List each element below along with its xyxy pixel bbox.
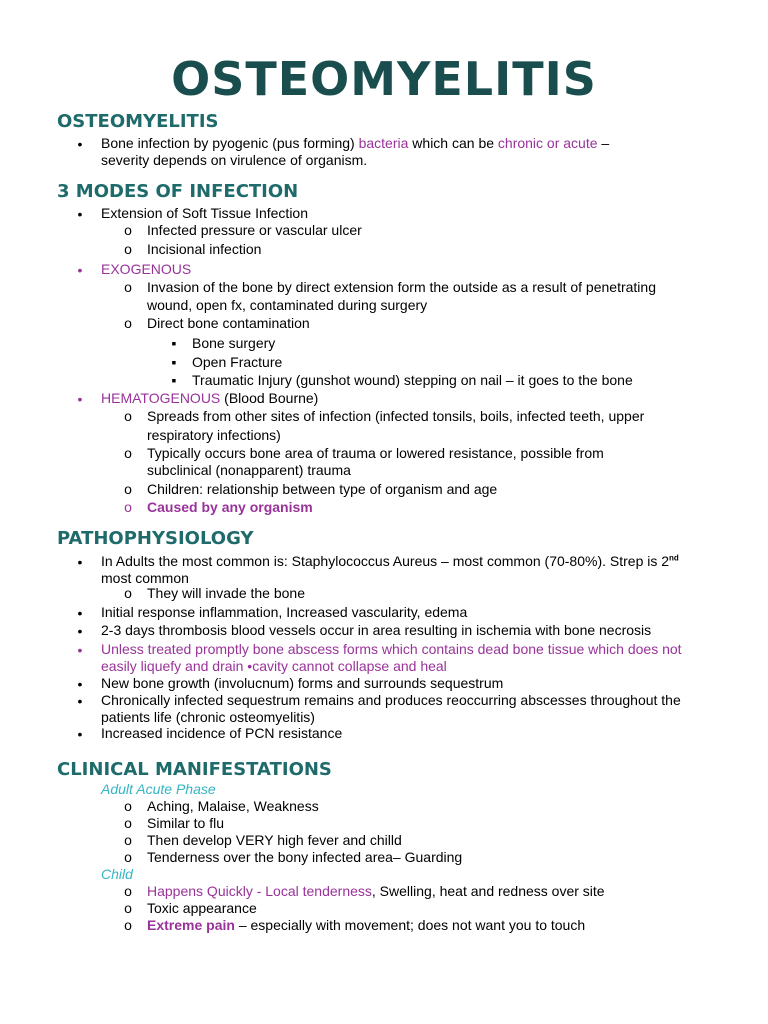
extreme-pain-highlight: Extreme pain xyxy=(147,917,235,933)
patho-point-5: New bone growth (involucnum) forms and surrounds sequestrum xyxy=(101,675,504,691)
child-label: Child xyxy=(101,866,133,882)
bullet-circle: o xyxy=(124,222,132,238)
contamination-item: Open Fracture xyxy=(192,354,283,370)
child-symptom-1 xyxy=(147,883,605,900)
page-title: OSTEOMYELITIS xyxy=(171,52,597,106)
section-heading-clinical: CLINICAL MANIFESTATIONS xyxy=(57,759,332,780)
bullet-dot: • xyxy=(77,391,83,407)
bullet-circle: o xyxy=(124,900,132,916)
adult-phase-label: Adult Acute Phase xyxy=(101,781,216,797)
patho-point-6-line-2: patients life (chronic osteomyelitis) xyxy=(101,709,315,725)
bullet-dot: • xyxy=(77,642,83,658)
exogenous-sub-2: Direct bone contamination xyxy=(147,315,310,331)
child-symptom-2: Toxic appearance xyxy=(147,900,257,916)
bullet-square: ▪ xyxy=(171,354,177,370)
exogenous-sub-1-line-2: wound, open fx, contaminated during surgery xyxy=(147,297,428,313)
bullet-dot: • xyxy=(77,262,83,278)
section-heading-modes: 3 MODES OF INFECTION xyxy=(57,181,299,202)
bullet-circle: o xyxy=(124,445,132,461)
child-symptom-3 xyxy=(147,917,585,934)
mode-exogenous: EXOGENOUS xyxy=(101,261,192,277)
bullet-dot: • xyxy=(77,554,83,570)
definition-line-2: severity depends on virulence of organism. xyxy=(101,152,368,168)
bullet-circle: o xyxy=(124,481,132,497)
definition-text-1: Bone infection by pyogenic (pus forming) xyxy=(101,135,359,151)
bullet-circle: o xyxy=(124,832,132,848)
child-symptom-3-text: – especially with movement; does not want you to touch xyxy=(234,917,586,933)
bullet-square: ▪ xyxy=(171,335,177,351)
bullet-dot: • xyxy=(77,206,83,222)
bullet-dot: • xyxy=(77,623,83,639)
bullet-circle: o xyxy=(124,917,132,933)
bullet-circle: o xyxy=(124,798,132,814)
adult-symptom: Aching, Malaise, Weakness xyxy=(147,798,319,814)
hematogenous-sub-3: Children: relationship between type of organism and age xyxy=(147,481,498,497)
contamination-item: Bone surgery xyxy=(192,335,276,351)
adult-symptom: Tenderness over the bony infected area– Guarding xyxy=(147,849,463,865)
child-symptom-1-text: , Swelling, heat and redness over site xyxy=(371,883,605,899)
definition-line-1 xyxy=(101,135,609,152)
ordinal-suffix: nd xyxy=(669,553,679,563)
bullet-dot: • xyxy=(77,693,83,709)
bullet-circle: o xyxy=(124,408,132,424)
definition-text-3: – xyxy=(597,135,610,151)
bullet-dot: • xyxy=(77,676,83,692)
patho-point-1-text: In Adults the most common is: Staphylococcus Aureus – most common (70-80%). Strep is 2 xyxy=(101,553,670,569)
hematogenous-sub-4: Caused by any organism xyxy=(147,499,313,515)
patho-point-4-line-1: Unless treated promptly bone abscess forms which contains dead bone tissue which does not xyxy=(101,641,682,657)
bullet-dot: • xyxy=(77,726,83,742)
contamination-item: Traumatic Injury (gunshot wound) stepping on nail – it goes to the bone xyxy=(192,372,633,388)
hematogenous-note: (Blood Bourne) xyxy=(220,390,319,406)
patho-point-1-line-2: most common xyxy=(101,570,189,586)
patho-point-2: Initial response inflammation, Increased vascularity, edema xyxy=(101,604,468,620)
bullet-circle: o xyxy=(124,499,132,515)
patho-point-1-sub: They will invade the bone xyxy=(147,585,305,601)
hematogenous-sub-1-line-2: respiratory infections) xyxy=(147,427,281,443)
bullet-square: ▪ xyxy=(171,372,177,388)
bullet-circle: o xyxy=(124,883,132,899)
hematogenous-sub-2-line-2: subclinical (nonapparent) trauma xyxy=(147,462,351,478)
bacteria-highlight: bacteria xyxy=(358,135,409,151)
patho-point-4-line-2: easily liquefy and drain •cavity cannot collapse and heal xyxy=(101,658,447,674)
bullet-dot: • xyxy=(77,605,83,621)
chronic-acute-highlight: chronic or acute xyxy=(497,135,598,151)
patho-point-1-line-1 xyxy=(101,553,679,570)
hematogenous-label: HEMATOGENOUS xyxy=(101,390,221,406)
exogenous-sub-1-line-1: Invasion of the bone by direct extension form the outside as a result of penetrating xyxy=(147,279,656,295)
bullet-circle: o xyxy=(124,241,132,257)
mode-extension: Extension of Soft Tissue Infection xyxy=(101,205,309,221)
section-heading-pathophysiology: PATHOPHYSIOLOGY xyxy=(57,528,254,549)
patho-point-6-line-1: Chronically infected sequestrum remains and produces reoccurring abscesses throughout the xyxy=(101,692,681,708)
mode-hematogenous xyxy=(101,390,318,407)
adult-symptom: Similar to flu xyxy=(147,815,225,831)
section-heading-osteomyelitis: OSTEOMYELITIS xyxy=(57,111,219,132)
hematogenous-sub-2-line-1: Typically occurs bone area of trauma or lowered resistance, possible from xyxy=(147,445,604,461)
extension-sub-2: Incisional infection xyxy=(147,241,262,257)
bullet-circle: o xyxy=(124,315,132,331)
bullet-dot: • xyxy=(77,136,83,152)
child-symptom-1-highlight: Happens Quickly - Local tenderness xyxy=(147,883,372,899)
extension-sub-1: Infected pressure or vascular ulcer xyxy=(147,222,362,238)
hematogenous-sub-1-line-1: Spreads from other sites of infection (infected tonsils, boils, infected teeth, upper xyxy=(147,408,645,424)
bullet-circle: o xyxy=(124,815,132,831)
bullet-circle: o xyxy=(124,849,132,865)
patho-point-3: 2-3 days thrombosis blood vessels occur in area resulting in ischemia with bone necrosis xyxy=(101,622,652,638)
definition-text-2: which can be xyxy=(408,135,498,151)
patho-point-7: Increased incidence of PCN resistance xyxy=(101,725,343,741)
adult-symptom: Then develop VERY high fever and chilld xyxy=(147,832,402,848)
bullet-circle: o xyxy=(124,585,132,601)
bullet-circle: o xyxy=(124,279,132,295)
